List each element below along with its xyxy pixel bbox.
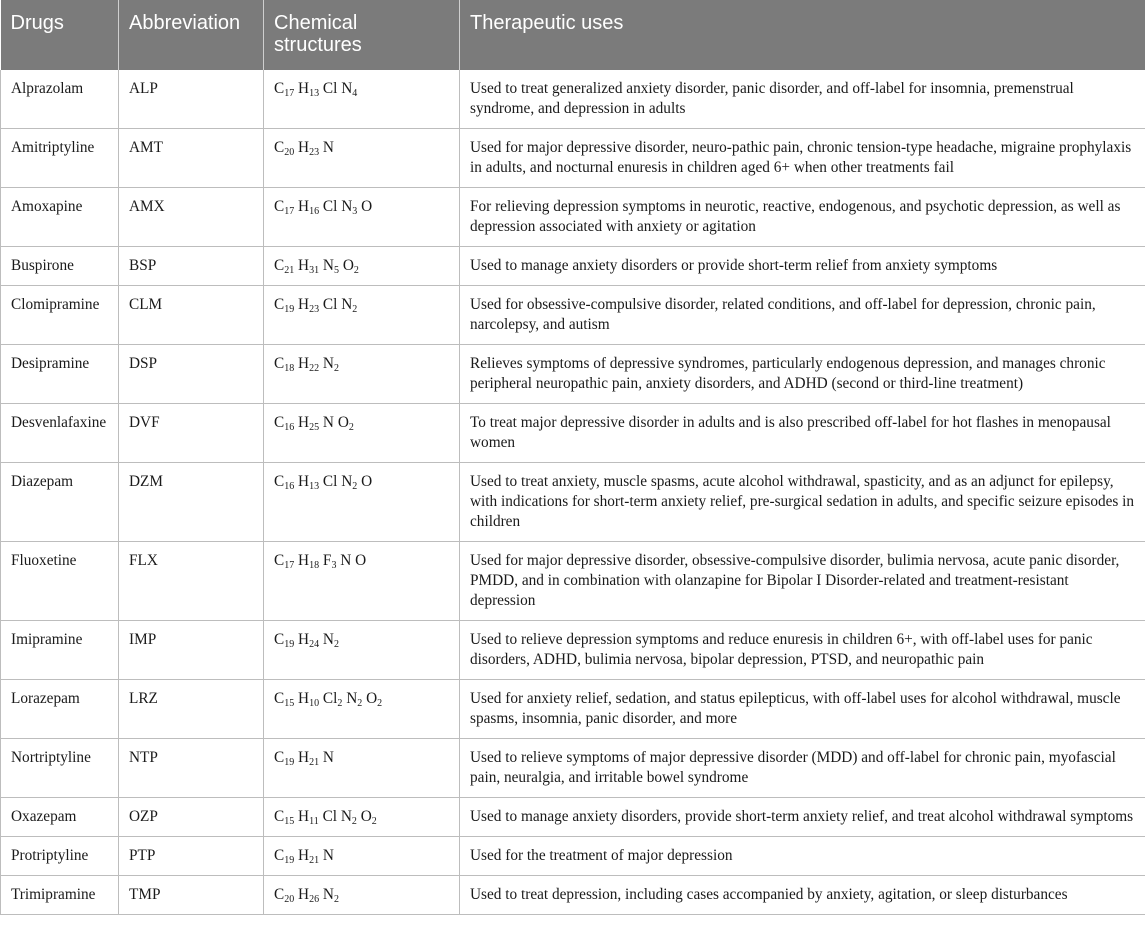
formula-element: H bbox=[298, 886, 310, 903]
formula-element: C bbox=[274, 631, 285, 648]
formula-cell bbox=[264, 876, 460, 915]
formula-cell bbox=[264, 286, 460, 345]
therapeutic-use-cell: Used to relieve symptoms of major depressive disorder (MDD) and off-label for chronic pain, myofascial pain, neuralgia, and irritable bowel syndrome bbox=[460, 739, 1145, 798]
abbreviation-cell: ALP bbox=[119, 70, 264, 129]
formula-subscript: 17 bbox=[284, 206, 295, 217]
formula-subscript: 2 bbox=[351, 816, 357, 827]
formula-cell bbox=[264, 404, 460, 463]
formula-subscript: 24 bbox=[309, 639, 320, 650]
formula-cell bbox=[264, 129, 460, 188]
formula-element: N bbox=[341, 80, 353, 97]
formula-element: C bbox=[274, 886, 285, 903]
formula-subscript: 21 bbox=[284, 265, 295, 276]
formula-element: H bbox=[298, 139, 310, 156]
formula-element: H bbox=[298, 552, 310, 569]
formula-element: H bbox=[298, 473, 310, 490]
formula-element: N bbox=[322, 414, 334, 431]
table-row bbox=[1, 739, 1145, 798]
formula-cell bbox=[264, 621, 460, 680]
table-row bbox=[1, 286, 1145, 345]
formula-subscript: 11 bbox=[309, 816, 319, 827]
formula-element: N bbox=[340, 552, 352, 569]
formula-element: Cl bbox=[322, 808, 338, 825]
header-abbreviation: Abbreviation bbox=[119, 0, 264, 70]
drug-name-cell: Lorazepam bbox=[1, 680, 119, 739]
formula-subscript: 22 bbox=[309, 363, 320, 374]
drug-name-cell: Nortriptyline bbox=[1, 739, 119, 798]
formula-element: H bbox=[298, 749, 310, 766]
formula-subscript: 17 bbox=[284, 88, 295, 99]
table-row bbox=[1, 621, 1145, 680]
formula-element: N bbox=[322, 355, 334, 372]
drug-name-cell: Desipramine bbox=[1, 345, 119, 404]
formula-element: N bbox=[322, 631, 334, 648]
formula-element: H bbox=[298, 257, 310, 274]
abbreviation-cell: DZM bbox=[119, 463, 264, 542]
formula-subscript: 4 bbox=[352, 88, 358, 99]
table-row bbox=[1, 798, 1145, 837]
therapeutic-use-cell: Used for major depressive disorder, neuro-pathic pain, chronic tension-type headache, migraine prophylaxis in adults, and nocturnal enuresis in children aged 6+ when other treatments fail bbox=[460, 129, 1145, 188]
formula-element: Cl bbox=[322, 296, 338, 313]
abbreviation-cell: AMX bbox=[119, 188, 264, 247]
therapeutic-use-cell: Used to treat generalized anxiety disorder, panic disorder, and off-label for insomnia, premenstrual syndrome, and depression in adults bbox=[460, 70, 1145, 129]
abbreviation-cell: OZP bbox=[119, 798, 264, 837]
formula-element: H bbox=[298, 355, 310, 372]
formula-element: C bbox=[274, 690, 285, 707]
formula-subscript: 2 bbox=[371, 816, 377, 827]
formula-element: C bbox=[274, 139, 285, 156]
formula-element: C bbox=[274, 414, 285, 431]
therapeutic-use-cell: Used for the treatment of major depression bbox=[460, 837, 1145, 876]
formula-element: N bbox=[322, 139, 334, 156]
formula-subscript: 23 bbox=[309, 147, 320, 158]
therapeutic-use-cell: Used to treat anxiety, muscle spasms, acute alcohol withdrawal, spasticity, and as an adjunct for epilepsy, with indications for short-term anxiety relief, pre-surgical sedation in adults, and specific seizure episodes in children bbox=[460, 463, 1145, 542]
formula-subscript: 18 bbox=[284, 363, 295, 374]
drug-name-cell: Trimipramine bbox=[1, 876, 119, 915]
abbreviation-cell: FLX bbox=[119, 542, 264, 621]
header-drugs: Drugs bbox=[1, 0, 119, 70]
formula-element: N bbox=[341, 473, 353, 490]
formula-subscript: 2 bbox=[337, 698, 343, 709]
drug-name-cell: Fluoxetine bbox=[1, 542, 119, 621]
formula-element: N bbox=[322, 257, 334, 274]
formula-cell bbox=[264, 188, 460, 247]
formula-subscript: 19 bbox=[284, 639, 295, 650]
formula-element: N bbox=[322, 749, 334, 766]
table-row bbox=[1, 837, 1145, 876]
formula-element: O bbox=[342, 257, 354, 274]
formula-element: C bbox=[274, 808, 285, 825]
formula-subscript: 2 bbox=[333, 639, 339, 650]
formula-subscript: 20 bbox=[284, 894, 295, 905]
formula-element: N bbox=[322, 886, 334, 903]
formula-element: H bbox=[298, 631, 310, 648]
formula-subscript: 3 bbox=[331, 560, 337, 571]
formula-element: C bbox=[274, 552, 285, 569]
formula-subscript: 20 bbox=[284, 147, 295, 158]
formula-subscript: 31 bbox=[309, 265, 320, 276]
header-structures: Chemical structures bbox=[264, 0, 460, 70]
formula-element: N bbox=[341, 198, 353, 215]
formula-subscript: 3 bbox=[352, 206, 358, 217]
formula-subscript: 17 bbox=[284, 560, 295, 571]
formula-subscript: 18 bbox=[309, 560, 320, 571]
formula-element: H bbox=[298, 296, 310, 313]
table-row bbox=[1, 188, 1145, 247]
formula-subscript: 2 bbox=[333, 363, 339, 374]
formula-subscript: 19 bbox=[284, 304, 295, 315]
formula-element: C bbox=[274, 355, 285, 372]
abbreviation-cell: TMP bbox=[119, 876, 264, 915]
formula-subscript: 16 bbox=[284, 481, 295, 492]
drug-name-cell: Protriptyline bbox=[1, 837, 119, 876]
drug-name-cell: Clomipramine bbox=[1, 286, 119, 345]
therapeutic-use-cell: For relieving depression symptoms in neurotic, reactive, endogenous, and psychotic depression, as well as depression associated with anxiety or agitation bbox=[460, 188, 1145, 247]
drug-name-cell: Alprazolam bbox=[1, 70, 119, 129]
header-uses: Therapeutic uses bbox=[460, 0, 1145, 70]
table-row bbox=[1, 463, 1145, 542]
header-row bbox=[1, 0, 1145, 70]
formula-element: C bbox=[274, 473, 285, 490]
therapeutic-use-cell: Used to manage anxiety disorders, provide short-term anxiety relief, and treat alcohol withdrawal symptoms bbox=[460, 798, 1145, 837]
abbreviation-cell: CLM bbox=[119, 286, 264, 345]
formula-subscript: 16 bbox=[284, 422, 295, 433]
table-row bbox=[1, 876, 1145, 915]
formula-subscript: 23 bbox=[309, 304, 320, 315]
formula-element: H bbox=[298, 198, 310, 215]
formula-element: C bbox=[274, 198, 285, 215]
formula-cell bbox=[264, 680, 460, 739]
therapeutic-use-cell: Used to relieve depression symptoms and reduce enuresis in children 6+, with off-label uses for panic disorders, ADHD, bulimia nervosa, bipolar depression, PTSD, and neuropathic pain bbox=[460, 621, 1145, 680]
formula-element: Cl bbox=[322, 198, 338, 215]
table-row bbox=[1, 542, 1145, 621]
therapeutic-use-cell: Used for obsessive-compulsive disorder, related conditions, and off-label for depression, chronic pain, narcolepsy, and autism bbox=[460, 286, 1145, 345]
formula-element: N bbox=[341, 296, 353, 313]
formula-element: C bbox=[274, 296, 285, 313]
abbreviation-cell: BSP bbox=[119, 247, 264, 286]
formula-element: N bbox=[346, 690, 358, 707]
formula-subscript: 13 bbox=[309, 481, 320, 492]
formula-cell bbox=[264, 542, 460, 621]
formula-subscript: 13 bbox=[309, 88, 320, 99]
abbreviation-cell: IMP bbox=[119, 621, 264, 680]
formula-subscript: 19 bbox=[284, 855, 295, 866]
abbreviation-cell: NTP bbox=[119, 739, 264, 798]
therapeutic-use-cell: Used to manage anxiety disorders or provide short-term relief from anxiety symptoms bbox=[460, 247, 1145, 286]
formula-subscript: 25 bbox=[309, 422, 320, 433]
formula-element: N bbox=[340, 808, 352, 825]
formula-element: O bbox=[361, 473, 373, 490]
drug-name-cell: Buspirone bbox=[1, 247, 119, 286]
formula-element: H bbox=[298, 690, 310, 707]
therapeutic-use-cell: Used to treat depression, including cases accompanied by anxiety, agitation, or sleep disturbances bbox=[460, 876, 1145, 915]
formula-subscript: 10 bbox=[309, 698, 320, 709]
therapeutic-use-cell: Used for major depressive disorder, obsessive-compulsive disorder, bulimia nervosa, acute panic disorder, PMDD, and in combination with olanzapine for Bipolar I Disorder-related and treatment-resistant depression bbox=[460, 542, 1145, 621]
formula-cell bbox=[264, 739, 460, 798]
formula-element: O bbox=[337, 414, 349, 431]
formula-subscript: 2 bbox=[348, 422, 354, 433]
formula-element: C bbox=[274, 749, 285, 766]
formula-subscript: 21 bbox=[309, 855, 320, 866]
formula-element: F bbox=[322, 552, 332, 569]
table-row bbox=[1, 247, 1145, 286]
formula-element: Cl bbox=[322, 473, 338, 490]
formula-subscript: 2 bbox=[352, 304, 358, 315]
table-row bbox=[1, 70, 1145, 129]
formula-element: Cl bbox=[322, 80, 338, 97]
formula-element: O bbox=[361, 198, 373, 215]
formula-subscript: 21 bbox=[309, 757, 320, 768]
formula-element: Cl bbox=[322, 690, 338, 707]
formula-subscript: 15 bbox=[284, 816, 295, 827]
formula-subscript: 2 bbox=[352, 481, 358, 492]
formula-subscript: 2 bbox=[357, 698, 363, 709]
drug-name-cell: Amitriptyline bbox=[1, 129, 119, 188]
formula-cell bbox=[264, 798, 460, 837]
formula-cell bbox=[264, 247, 460, 286]
abbreviation-cell: AMT bbox=[119, 129, 264, 188]
drug-name-cell: Imipramine bbox=[1, 621, 119, 680]
formula-cell bbox=[264, 837, 460, 876]
formula-cell bbox=[264, 463, 460, 542]
formula-subscript: 26 bbox=[309, 894, 320, 905]
abbreviation-cell: DVF bbox=[119, 404, 264, 463]
therapeutic-use-cell: To treat major depressive disorder in adults and is also prescribed off-label for hot flashes in menopausal women bbox=[460, 404, 1145, 463]
formula-element: O bbox=[360, 808, 372, 825]
drug-name-cell: Amoxapine bbox=[1, 188, 119, 247]
table-row bbox=[1, 680, 1145, 739]
formula-element: C bbox=[274, 257, 285, 274]
table-row bbox=[1, 129, 1145, 188]
formula-subscript: 2 bbox=[333, 894, 339, 905]
formula-subscript: 19 bbox=[284, 757, 295, 768]
formula-subscript: 15 bbox=[284, 698, 295, 709]
formula-element: C bbox=[274, 847, 285, 864]
drug-name-cell: Diazepam bbox=[1, 463, 119, 542]
formula-subscript: 2 bbox=[377, 698, 383, 709]
formula-element: H bbox=[298, 847, 310, 864]
table-row bbox=[1, 404, 1145, 463]
therapeutic-use-cell: Relieves symptoms of depressive syndromes, particularly endogenous depression, and manages chronic peripheral neuropathic pain, anxiety disorders, and ADHD (second or third-line treatment) bbox=[460, 345, 1145, 404]
formula-subscript: 2 bbox=[353, 265, 359, 276]
formula-element: N bbox=[322, 847, 334, 864]
formula-subscript: 16 bbox=[309, 206, 320, 217]
abbreviation-cell: PTP bbox=[119, 837, 264, 876]
abbreviation-cell: LRZ bbox=[119, 680, 264, 739]
formula-element: H bbox=[298, 80, 310, 97]
formula-element: H bbox=[298, 414, 310, 431]
formula-element: C bbox=[274, 80, 285, 97]
drug-name-cell: Oxazepam bbox=[1, 798, 119, 837]
abbreviation-cell: DSP bbox=[119, 345, 264, 404]
formula-element: H bbox=[298, 808, 310, 825]
formula-element: O bbox=[366, 690, 378, 707]
formula-cell bbox=[264, 70, 460, 129]
formula-cell bbox=[264, 345, 460, 404]
table-row bbox=[1, 345, 1145, 404]
formula-subscript: 5 bbox=[333, 265, 339, 276]
formula-element: O bbox=[355, 552, 367, 569]
drug-name-cell: Desvenlafaxine bbox=[1, 404, 119, 463]
therapeutic-use-cell: Used for anxiety relief, sedation, and status epilepticus, with off-label uses for alcohol withdrawal, muscle spasms, insomnia, panic disorder, and more bbox=[460, 680, 1145, 739]
